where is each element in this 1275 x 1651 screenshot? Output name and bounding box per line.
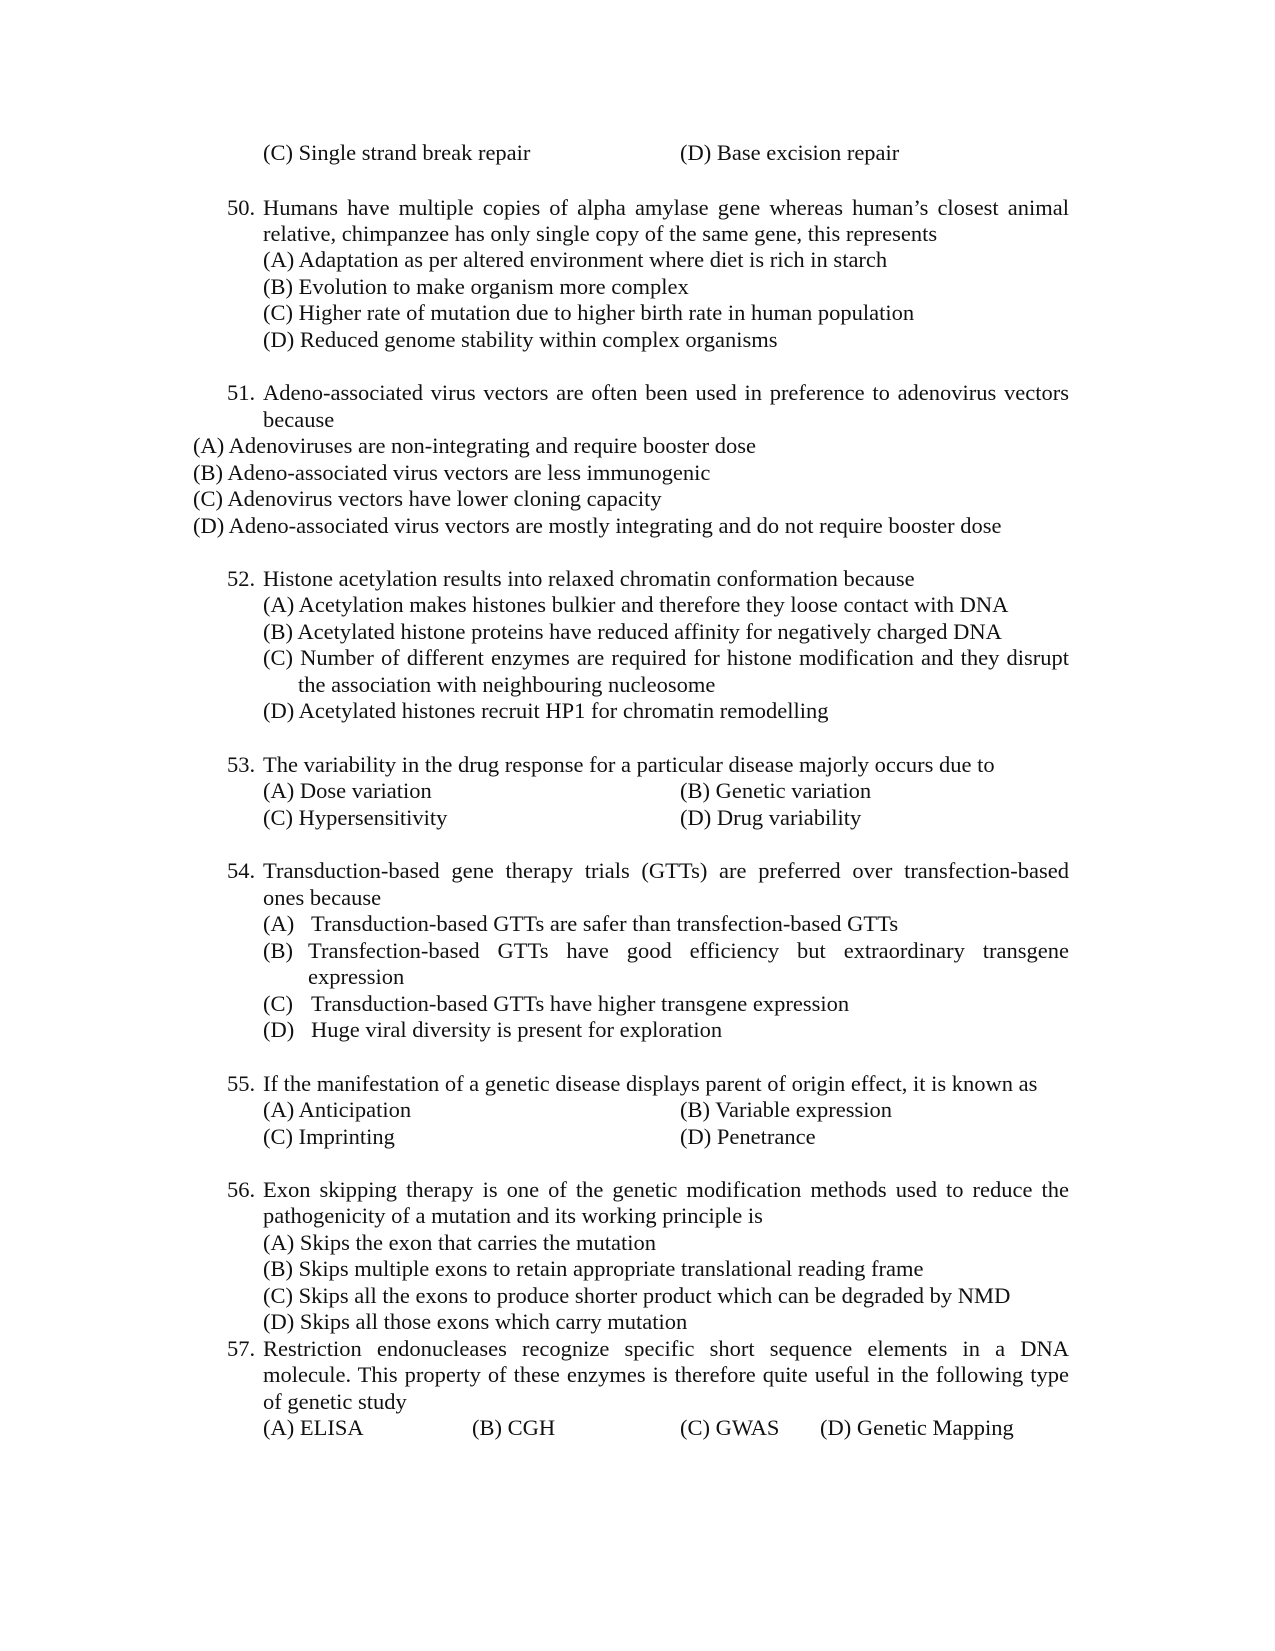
question-number: 50.: [227, 195, 256, 220]
question-stem-line: ones because: [263, 885, 382, 910]
option-a: (A) Anticipation: [263, 1097, 412, 1122]
question-stem-line: Histone acetylation results into relaxed chromatin conformation because: [263, 566, 915, 591]
option-a: (A) Dose variation: [263, 778, 432, 803]
option-c-line: the association with neighbouring nucleosome: [298, 672, 716, 697]
question-stem-line: pathogenicity of a mutation and its working principle is: [263, 1203, 763, 1228]
question-stem-line: Humans have multiple copies of alpha amylase gene whereas human’s closest animal: [263, 195, 1069, 220]
question-number: 53.: [227, 752, 256, 777]
question-stem-line: If the manifestation of a genetic disease displays parent of origin effect, it is known as: [263, 1071, 1038, 1096]
option-b: (B) Acetylated histone proteins have reduced affinity for negatively charged DNA: [263, 619, 1002, 644]
option-b: (B) Skips multiple exons to retain appropriate translational reading frame: [263, 1256, 924, 1281]
question-stem-line: The variability in the drug response for a particular disease majorly occurs due to: [263, 752, 995, 777]
option-d: (D) Skips all those exons which carry mutation: [263, 1309, 688, 1334]
option-b: (B) Adeno-associated virus vectors are less immunogenic: [193, 460, 711, 485]
question-stem-line: molecule. This property of these enzymes is therefore quite useful in the following type: [263, 1362, 1069, 1387]
option-c: (C) GWAS: [680, 1415, 780, 1440]
question-stem-line: of genetic study: [263, 1389, 407, 1414]
option-c: (C) Imprinting: [263, 1124, 395, 1149]
q49-option-c: (C) Single strand break repair: [263, 140, 531, 165]
option-a: (A) Adaptation as per altered environment where diet is rich in starch: [263, 247, 888, 272]
q49-option-d: (D) Base excision repair: [680, 140, 900, 165]
question-stem-line: Exon skipping therapy is one of the genetic modification methods used to reduce the: [263, 1177, 1069, 1202]
option-b-line: expression: [308, 964, 405, 989]
option-d: (D) Reduced genome stability within complex organisms: [263, 327, 778, 352]
question-number: 55.: [227, 1071, 256, 1096]
option-d: (D) Acetylated histones recruit HP1 for chromatin remodelling: [263, 698, 829, 723]
question-stem-line: because: [263, 407, 335, 432]
option-b-letter: (B): [263, 938, 293, 963]
option-c: (C) Skips all the exons to produce shorter product which can be degraded by NMD: [263, 1283, 1011, 1308]
option-b-line: Transfection-based GTTs have good efficiency but extraordinary transgene: [308, 938, 1069, 963]
question-stem-line: Transduction-based gene therapy trials (GTTs) are preferred over transfection-based: [263, 858, 1069, 883]
option-b: (B) Variable expression: [680, 1097, 893, 1122]
option-d: (D) Penetrance: [680, 1124, 816, 1149]
option-b: (B) Evolution to make organism more complex: [263, 274, 689, 299]
option-a-letter: (A): [263, 911, 295, 936]
option-c-letter: (C): [263, 991, 293, 1016]
option-c: (C) Adenovirus vectors have lower cloning capacity: [193, 486, 662, 511]
option-c: (C) Hypersensitivity: [263, 805, 448, 830]
option-c: Transduction-based GTTs have higher transgene expression: [311, 991, 850, 1016]
option-d: (D) Genetic Mapping: [820, 1415, 1014, 1440]
question-number: 52.: [227, 566, 256, 591]
question-number: 57.: [227, 1336, 256, 1361]
option-d: (D) Adeno-associated virus vectors are mostly integrating and do not require booster dose: [193, 513, 1002, 538]
question-number: 54.: [227, 858, 256, 883]
option-c-line: (C) Number of different enzymes are required for histone modification and they disrupt: [263, 645, 1069, 670]
option-a: Transduction-based GTTs are safer than transfection-based GTTs: [311, 911, 899, 936]
option-a: (A) Acetylation makes histones bulkier and therefore they loose contact with DNA: [263, 592, 1009, 617]
question-number: 56.: [227, 1177, 256, 1202]
option-c: (C) Higher rate of mutation due to higher birth rate in human population: [263, 300, 915, 325]
question-number: 51.: [227, 380, 256, 405]
question-stem-line: Adeno-associated virus vectors are often been used in preference to adenovirus vectors: [263, 380, 1069, 405]
option-a: (A) Skips the exon that carries the mutation: [263, 1230, 657, 1255]
question-stem-line: Restriction endonucleases recognize specific short sequence elements in a DNA: [263, 1336, 1069, 1361]
option-d-letter: (D): [263, 1017, 295, 1042]
option-d: Huge viral diversity is present for exploration: [311, 1017, 723, 1042]
option-a: (A) Adenoviruses are non-integrating and require booster dose: [193, 433, 756, 458]
option-d: (D) Drug variability: [680, 805, 862, 830]
option-b: (B) Genetic variation: [680, 778, 872, 803]
option-b: (B) CGH: [472, 1415, 556, 1440]
option-a: (A) ELISA: [263, 1415, 364, 1440]
question-stem-line: relative, chimpanzee has only single copy of the same gene, this represents: [263, 221, 938, 246]
